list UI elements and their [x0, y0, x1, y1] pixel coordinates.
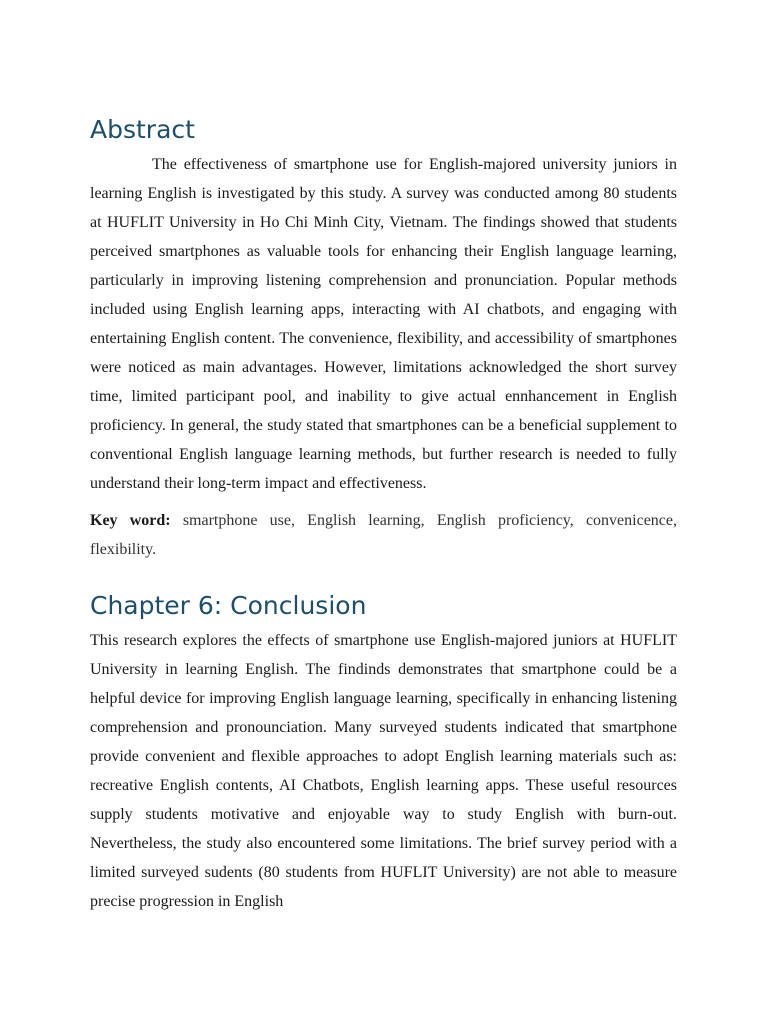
- keywords-label: Key word:: [90, 512, 171, 529]
- keywords-list: smartphone use, English learning, English proficiency, convenicence, flexibility.: [90, 512, 677, 558]
- conclusion-heading: Chapter 6: Conclusion: [90, 591, 367, 620]
- abstract-paragraph: The effectiveness of smartphone use for English-majored university juniors in learning English is investigated by this study. A survey was conducted among 80 students at HUFLIT University in Ho Chi Minh City, Vietnam. The findings showed that students perceived smartphones as valuable tools for enhancing their English language learning, particularly in improving listening comprehension and pronunciation. Popular methods included using English learning apps, interacting with AI chatbots, and engaging with entertaining English content. The convenience, flexibility, and accessibility of smartphones were noticed as main advantages. However, limitations acknowledged the short survey time, limited participant pool, and inability to give actual ennhancement in English proficiency. In general, the study stated that smartphones can be a beneficial supplement to conventional English language learning methods, but further research is needed to fully understand their long-term impact and effectiveness.: [90, 156, 677, 492]
- abstract-heading: Abstract: [90, 115, 195, 144]
- document-page: [90, 110, 677, 916]
- keywords-paragraph: [90, 506, 677, 564]
- conclusion-paragraph: This research explores the effects of smartphone use English-majored juniors at HUFLIT University in learning English. The findinds demonstrates that smartphone could be a helpful device for improving English language learning, specifically in enhancing listening comprehension and pronounciation. Many surveyed students indicated that smartphone provide convenient and flexible approaches to adopt English learning materials such as: recreative English contents, AI Chatbots, English learning apps. These useful resources supply students motivative and enjoyable way to study English with burn-out. Nevertheless, the study also encountered some limitations. The brief survey period with a limited surveyed sudents (80 students from HUFLIT University) are not able to measure precise progression in English: [90, 632, 677, 910]
